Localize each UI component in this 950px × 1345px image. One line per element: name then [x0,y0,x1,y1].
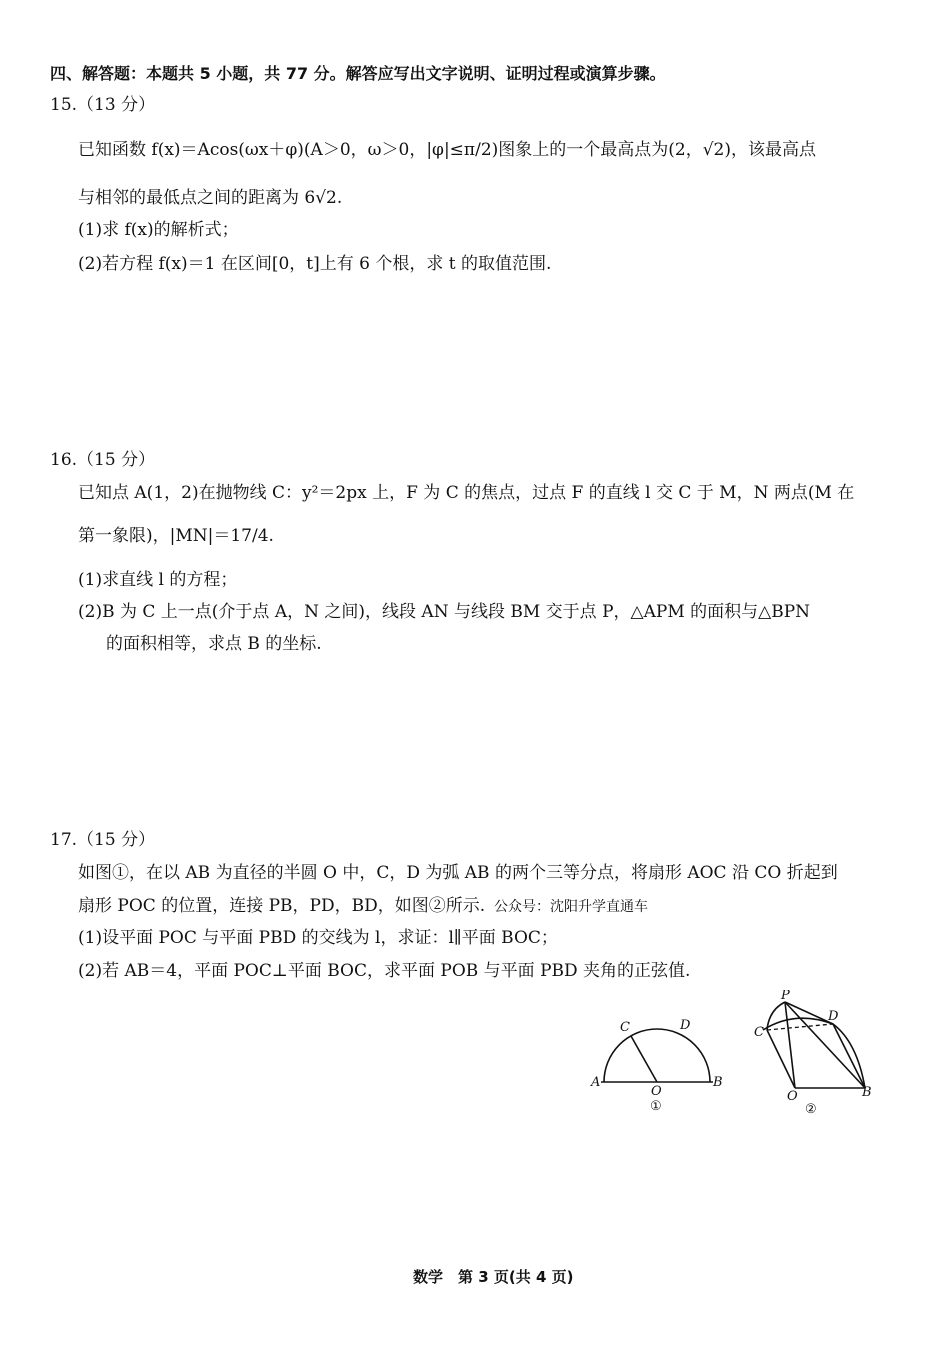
q17-stem-line1: 如图①，在以 AB 为直径的半圆 O 中，C，D 为弧 AB 的两个三等分点，将扇形 AOC 沿 CO 折起到 [78,863,838,883]
page-footer: 数学 第 3 页(共 4 页) [413,1268,574,1286]
q16-part2-line2: 的面积相等，求点 B 的坐标. [106,634,322,654]
q17-watermark: 公众号：沈阳升学直通车 [494,899,648,915]
q17-stem-line2: 扇形 POC 的位置，连接 PB，PD，BD，如图②所示. [78,896,486,916]
label-P: P [781,990,790,1003]
q16-stem-line2: 第一象限)，|MN|＝17/4. [78,526,274,546]
label-B: B [713,1075,723,1090]
q16-part1: (1)求直线 l 的方程； [78,570,238,590]
q17-part2: (2)若 AB＝4，平面 POC⊥平面 BOC，求平面 POB 与平面 PBD 夹角的正弦值. [78,961,691,981]
q15-stem-line2: 与相邻的最低点之间的距离为 6√2. [78,188,343,208]
q16-stem-line1: 已知点 A(1，2)在抛物线 C：y²＝2px 上，F 为 C 的焦点，过点 F 的直线 l 交 C 于 M，N 两点(M 在 [78,483,855,503]
q16-part2-line1: (2)B 为 C 上一点(介于点 A，N 之间)，线段 AN 与线段 BM 交于点 P，△APM 的面积与△BPN [78,602,811,622]
edge-OC [767,1030,795,1088]
edge-PO [785,1002,795,1088]
label-A: A [591,1075,601,1090]
label-C: C [754,1025,764,1040]
edge-CD-dashed [767,1024,833,1030]
q17-header: 17.（15 分） [50,830,156,850]
figure-1 [585,1012,725,1122]
edge-BD [833,1024,865,1088]
label-O: O [787,1089,798,1104]
q16-header: 16.（15 分） [50,450,156,470]
label-D: D [680,1018,691,1033]
caption-1: ① [650,1099,662,1114]
label-C: C [620,1020,630,1035]
edge-PB [785,1002,865,1088]
edge-PD [785,1002,833,1024]
label-D: D [828,1009,839,1024]
q15-stem-line1: 已知函数 f(x)＝Acos(ωx＋φ)(A＞0，ω＞0，|φ|≤π/2)图象上的一个最高点为(2，√2)，该最高点 [78,140,817,160]
caption-2: ② [805,1102,817,1117]
label-B: B [862,1085,872,1100]
semicircle-arc [604,1029,710,1082]
figure-2 [745,990,885,1120]
section-title: 四、解答题：本题共 5 小题，共 77 分。解答应写出文字说明、证明过程或演算步骤。 [50,64,666,83]
q15-part1: (1)求 f(x)的解析式； [78,220,239,240]
label-O: O [651,1084,662,1099]
q15-part2: (2)若方程 f(x)＝1 在区间[0，t]上有 6 个根，求 t 的取值范围. [78,254,552,274]
q17-part1: (1)设平面 POC 与平面 PBD 的交线为 l，求证：l∥平面 BOC； [78,928,558,948]
q15-header: 15.（13 分） [50,95,156,115]
radius-OC [631,1036,657,1082]
